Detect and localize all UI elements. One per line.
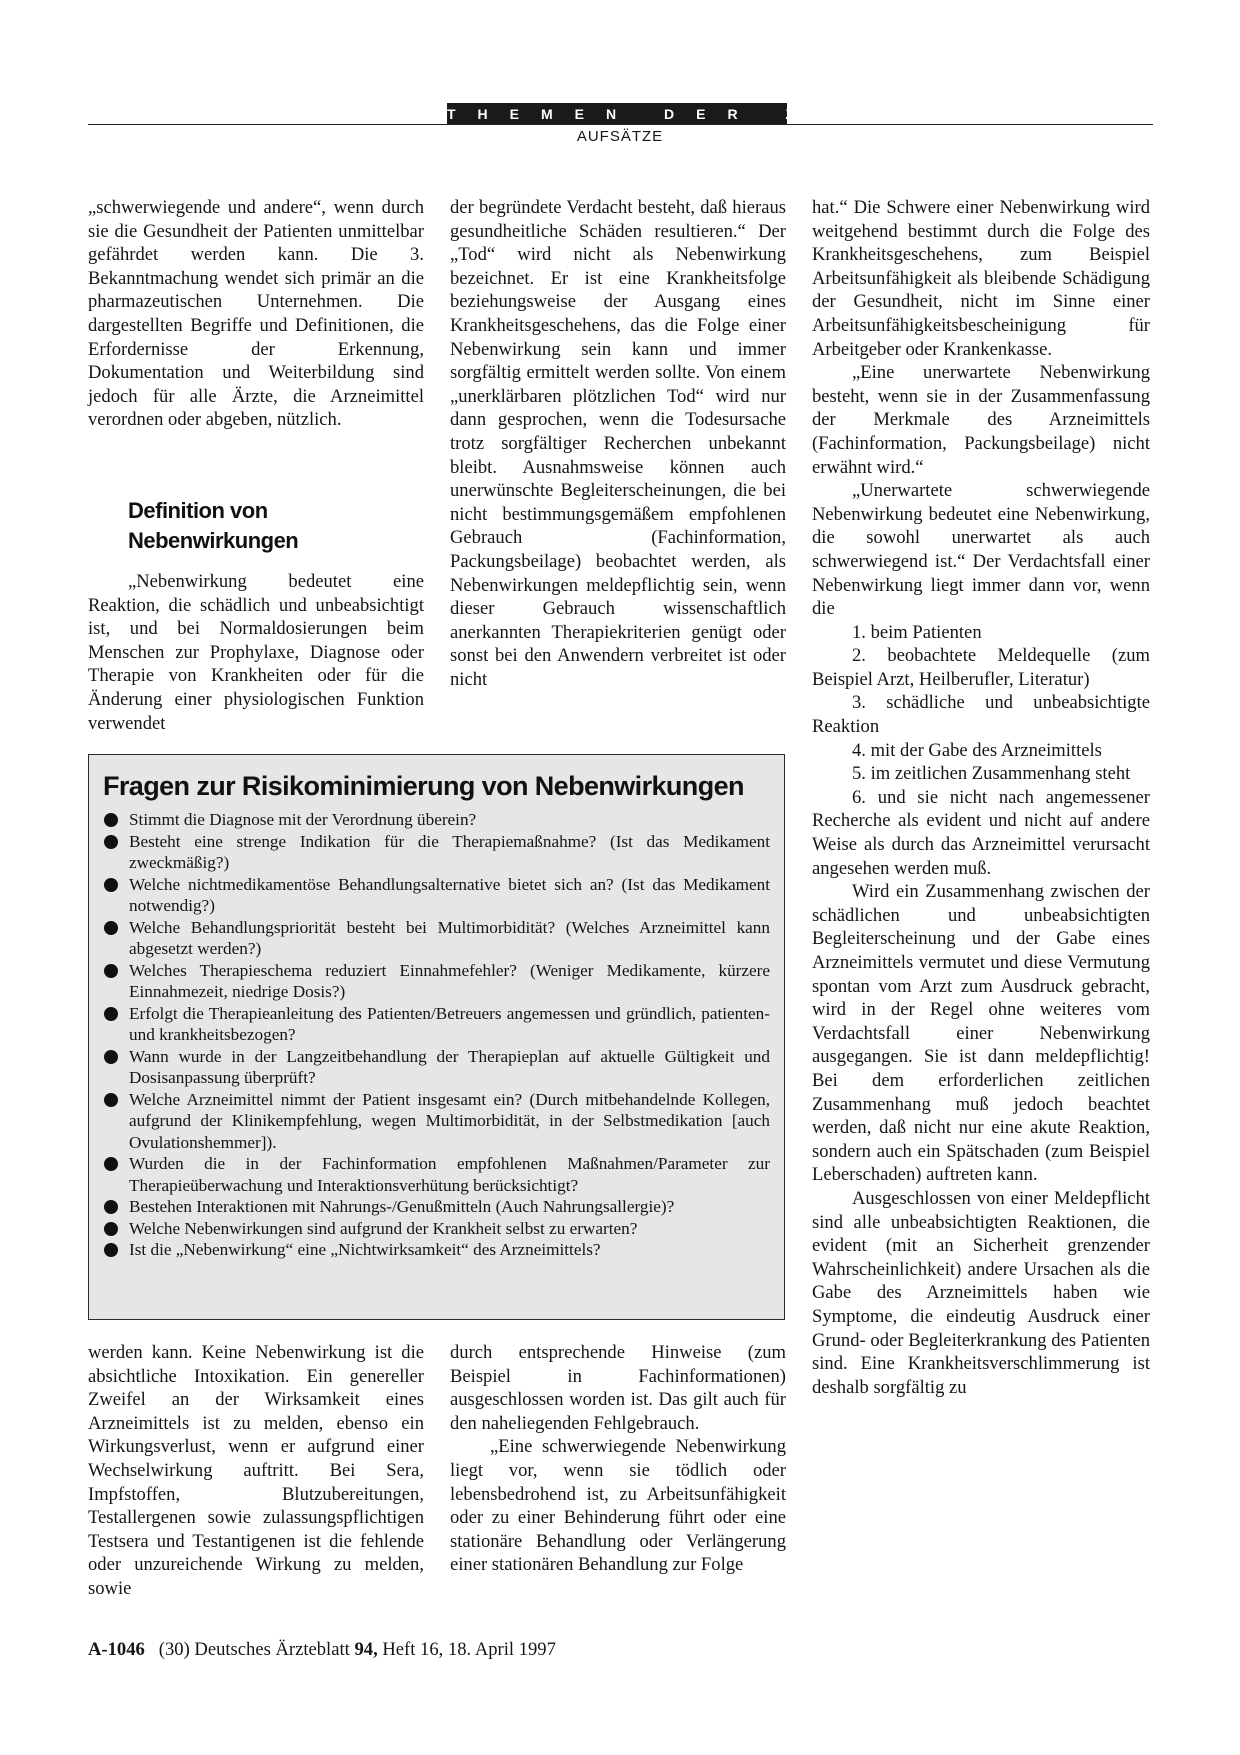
bullet-icon bbox=[104, 1050, 118, 1064]
column-1-mid bbox=[88, 570, 424, 735]
list-item bbox=[103, 809, 770, 831]
paragraph: Wird ein Zusammenhang zwischen der schädlichen und unbeabsichtigten Begleiterscheinung und der Gabe eines Arzneimittels vermutet und diese Vermutung spontan vom Arzt zum Ausdruck gebracht, wird in der Regel ohne weiteres vom Verdachtsfall einer Nebenwirkung ausgegangen. Sie ist dann meldepflichtig! Bei dem erforderlichen zeitlichen Zusammenhang muß jedoch beachtet werden, daß nicht nur eine akute Reaktion, sondern auch ein Spätschaden (zum Beispiel Leberschaden) auftreten kann. bbox=[812, 881, 1150, 1186]
bullet-icon bbox=[104, 921, 118, 935]
bullet-icon bbox=[104, 1093, 118, 1107]
paragraph: „Eine schwerwiegende Nebenwirkung liegt vor, wenn sie tödlich oder lebensbedrohend ist, zu Arbeitsunfähigkeit oder zu einer Behinderung führt oder eine stationäre Behandlung oder Verlängerung einer stationären Behandlung zur Folge bbox=[450, 1436, 786, 1576]
list-item-text: Besteht eine strenge Indikation für die Therapiemaßnahme? (Ist das Medikament zweckmäßig?) bbox=[129, 831, 770, 872]
numbered-item: 6. und sie nicht nach angemessener Recherche als evident und nicht auf andere Weise als durch das Arzneimittel verursacht angesehen werden muß. bbox=[812, 786, 1150, 879]
paragraph: hat.“ Die Schwere einer Nebenwirkung wird weitgehend bestimmt durch die Folge des Krankheitsgeschehens, zum Beispiel Arbeitsunfähigkeit als bleibende Schädigung der Gesundheit, nicht im Sinne einer Arbeitsunfähigkeitsbescheinigung für Arbeitgeber oder Krankenkasse. bbox=[812, 197, 1150, 360]
numbered-item: 2. beobachtete Meldequelle (zum Beispiel Arzt, Heilberufler, Literatur) bbox=[812, 645, 1150, 690]
list-item bbox=[103, 1046, 770, 1089]
paragraph: werden kann. Keine Nebenwirkung ist die absichtliche Intoxikation. Ein genereller Zweifel an der Wirksamkeit eines Arzneimittels ist zu melden, ebenso ein Wirkungsverlust, wenn er aufgrund einer Wechselwirkung auftritt. Bei Sera, Impfstoffen, Blutzubereitungen, Testallergenen sowie zulassungspflichtigen Testsera und Testantigenen ist die fehlende oder unzureichende Wirkung zu melden, sowie bbox=[88, 1342, 424, 1599]
list-item-text: Wann wurde in der Langzeitbehandlung der Therapieplan auf aktuelle Gültigkeit und Dosisanpassung überprüft? bbox=[129, 1046, 770, 1087]
paragraph: „Nebenwirkung bedeutet eine Reaktion, die schädlich und unbeabsichtigt ist, und bei Normaldosierungen beim Menschen zur Prophylaxe, Diagnose oder Therapie von Krankheiten oder für die Änderung einer physiologischen Funktion verwendet bbox=[88, 571, 424, 734]
list-item bbox=[103, 1218, 770, 1240]
list-item-text: Erfolgt die Therapieanleitung des Patienten/Betreuers angemessen und gründlich, patienten- und krankheitsbezogen? bbox=[129, 1003, 770, 1044]
bullet-icon bbox=[104, 1222, 118, 1236]
list-item bbox=[103, 831, 770, 874]
paragraph: „schwerwiegende und andere“, wenn durch sie die Gesundheit der Patienten unmittelbar gefährdet werden kann. Die 3. Bekanntmachung wendet sich primär an die pharmazeutischen Unternehmen. Die dargestellten Begriffe und Definitionen, die Erfordernisse der Erkennung, Dokumentation und Weiterbildung sind jedoch für alle Ärzte, die Arzneimittel verordnen oder abgeben, nützlich. bbox=[88, 197, 424, 431]
volume-number: 94, bbox=[354, 1639, 378, 1660]
list-item bbox=[103, 1003, 770, 1046]
journal-name: (30) Deutsches Ärzteblatt bbox=[158, 1639, 350, 1660]
bullet-icon bbox=[104, 878, 118, 892]
paragraph: durch entsprechende Hinweise (zum Beispiel in Fachinformationen) ausgeschlossen worden ist. Das gilt auch für den naheliegenden Fehlgebrauch. bbox=[450, 1342, 786, 1434]
list-item-text: Welche Behandlungspriorität besteht bei Multimorbidität? (Welches Arzneimittel kann abgesetzt werden?) bbox=[129, 917, 770, 958]
bullet-icon bbox=[104, 1200, 118, 1214]
list-item bbox=[103, 874, 770, 917]
numbered-item: 4. mit der Gabe des Arzneimittels bbox=[852, 739, 1102, 761]
bullet-icon bbox=[104, 813, 118, 827]
column-1-bottom bbox=[88, 1341, 424, 1601]
list-item-text: Wurden die in der Fachinformation empfohlenen Maßnahmen/Parameter zur Therapieüberwachung und Interaktionsverhütung berücksichtigt? bbox=[129, 1154, 770, 1195]
section-banner: THEMEN DER ZEIT bbox=[447, 103, 787, 125]
column-1-top bbox=[88, 196, 424, 432]
numbered-item: 1. beim Patienten bbox=[852, 621, 982, 643]
list-item bbox=[103, 1089, 770, 1154]
paragraph: der begründete Verdacht besteht, daß hieraus gesundheitliche Schäden resultieren.“ Der „Tod“ wird nicht als Nebenwirkung bezeichnet. Er ist eine Krankheitsfolge beziehungsweise der Ausgang eines Krankheitsgeschehens, das die Folge einer Nebenwirkung sein kann und immer sorgfältig ermittelt werden sollte. Von einem „unerklärbaren plötzlichen Tod“ wird nur dann gesprochen, wenn die Todesursache trotz sorgfältiger Recherchen unbekannt bleibt. Ausnahmsweise können auch unerwünschte Begleiterscheinungen, die bei nicht bestimmungsgemäßem empfohlenen Gebrauch (Fachinformation, Packungsbeilage) beobachtet werden, als Nebenwirkungen meldepflichtig sein, wenn dieser Gebrauch wissenschaftlich anerkannten Therapiekriterien genügt oder sonst bei den Anwendern verbreitet ist oder nicht bbox=[450, 197, 786, 690]
list-item-text: Welches Therapieschema reduziert Einnahmefehler? (Weniger Medikamente, kürzere Einnahmezeit, niedrige Dosis?) bbox=[129, 960, 770, 1001]
bullet-icon bbox=[104, 1157, 118, 1171]
list-item-text: Stimmt die Diagnose mit der Verordnung überein? bbox=[129, 810, 477, 829]
list-item-text: Bestehen Interaktionen mit Nahrungs-/Genußmitteln (Auch Nahrungsallergie)? bbox=[129, 1197, 675, 1216]
info-box-title: Fragen zur Risikominimierung von Nebenwirkungen bbox=[103, 771, 744, 801]
column-3 bbox=[812, 196, 1150, 1399]
issue-date: Heft 16, 18. April 1997 bbox=[382, 1639, 556, 1660]
header-rule bbox=[88, 124, 1153, 125]
paragraph: „Eine unerwartete Nebenwirkung besteht, wenn sie in der Zusammenfassung der Merkmale des Arzneimittels (Fachinformation, Packungsbeilage) nicht erwähnt wird.“ bbox=[812, 362, 1150, 478]
bullet-icon bbox=[104, 1243, 118, 1257]
list-item bbox=[103, 1153, 770, 1196]
list-item-text: Ist die „Nebenwirkung“ eine „Nichtwirksamkeit“ des Arzneimittels? bbox=[129, 1240, 601, 1259]
section-label: AUFSÄTZE bbox=[576, 128, 664, 145]
paragraph: „Unerwartete schwerwiegende Nebenwirkung bedeutet eine Nebenwirkung, die sowohl unerwartet als auch schwerwiegend ist.“ Der Verdachtsfall einer Nebenwirkung liegt immer dann vor, wenn die bbox=[812, 480, 1150, 620]
numbered-item: 3. schädliche und unbeabsichtigte Reaktion bbox=[812, 692, 1150, 738]
list-item bbox=[103, 960, 770, 1003]
column-2-top bbox=[450, 196, 786, 691]
list-item bbox=[103, 1239, 770, 1261]
bullet-icon bbox=[104, 964, 118, 978]
list-item bbox=[103, 917, 770, 960]
subheading: Definition von Nebenwirkungen bbox=[128, 498, 299, 553]
bullet-icon bbox=[104, 835, 118, 849]
list-item-text: Welche Nebenwirkungen sind aufgrund der Krankheit selbst zu erwarten? bbox=[129, 1218, 638, 1238]
bullet-icon bbox=[104, 1007, 118, 1021]
list-item-text: Welche nichtmedikamentöse Behandlungsalternative bietet sich an? (Ist das Medikament notwendig?) bbox=[129, 874, 770, 915]
list-item-text: Welche Arzneimittel nimmt der Patient insgesamt ein? (Durch mitbehandelnde Kollegen, aufgrund der Klinikempfehlung, wegen Multimorbidität, in der Selbstmedikation [auch Ovulationshemmer]). bbox=[129, 1089, 770, 1152]
list-item bbox=[103, 1196, 770, 1218]
numbered-item: 5. im zeitlichen Zusammenhang steht bbox=[852, 763, 1131, 785]
info-box bbox=[88, 754, 785, 1320]
paragraph: Ausgeschlossen von einer Meldepflicht sind alle unbeabsichtigten Reaktionen, die evident (mit an Sicherheit grenzender Wahrscheinlichkeit) andere Ursachen als die Gabe des Arzneimittels haben wie Symptome, die eindeutig Ausdruck einer Grund- oder Begleiterkrankung des Patienten sind. Eine Krankheitsverschlimmerung ist deshalb sorgfältig zu bbox=[812, 1187, 1150, 1398]
page-code: A-1046 bbox=[88, 1639, 145, 1660]
column-2-bottom bbox=[450, 1341, 786, 1577]
question-list bbox=[103, 809, 770, 1261]
page-footer bbox=[88, 1638, 788, 1662]
